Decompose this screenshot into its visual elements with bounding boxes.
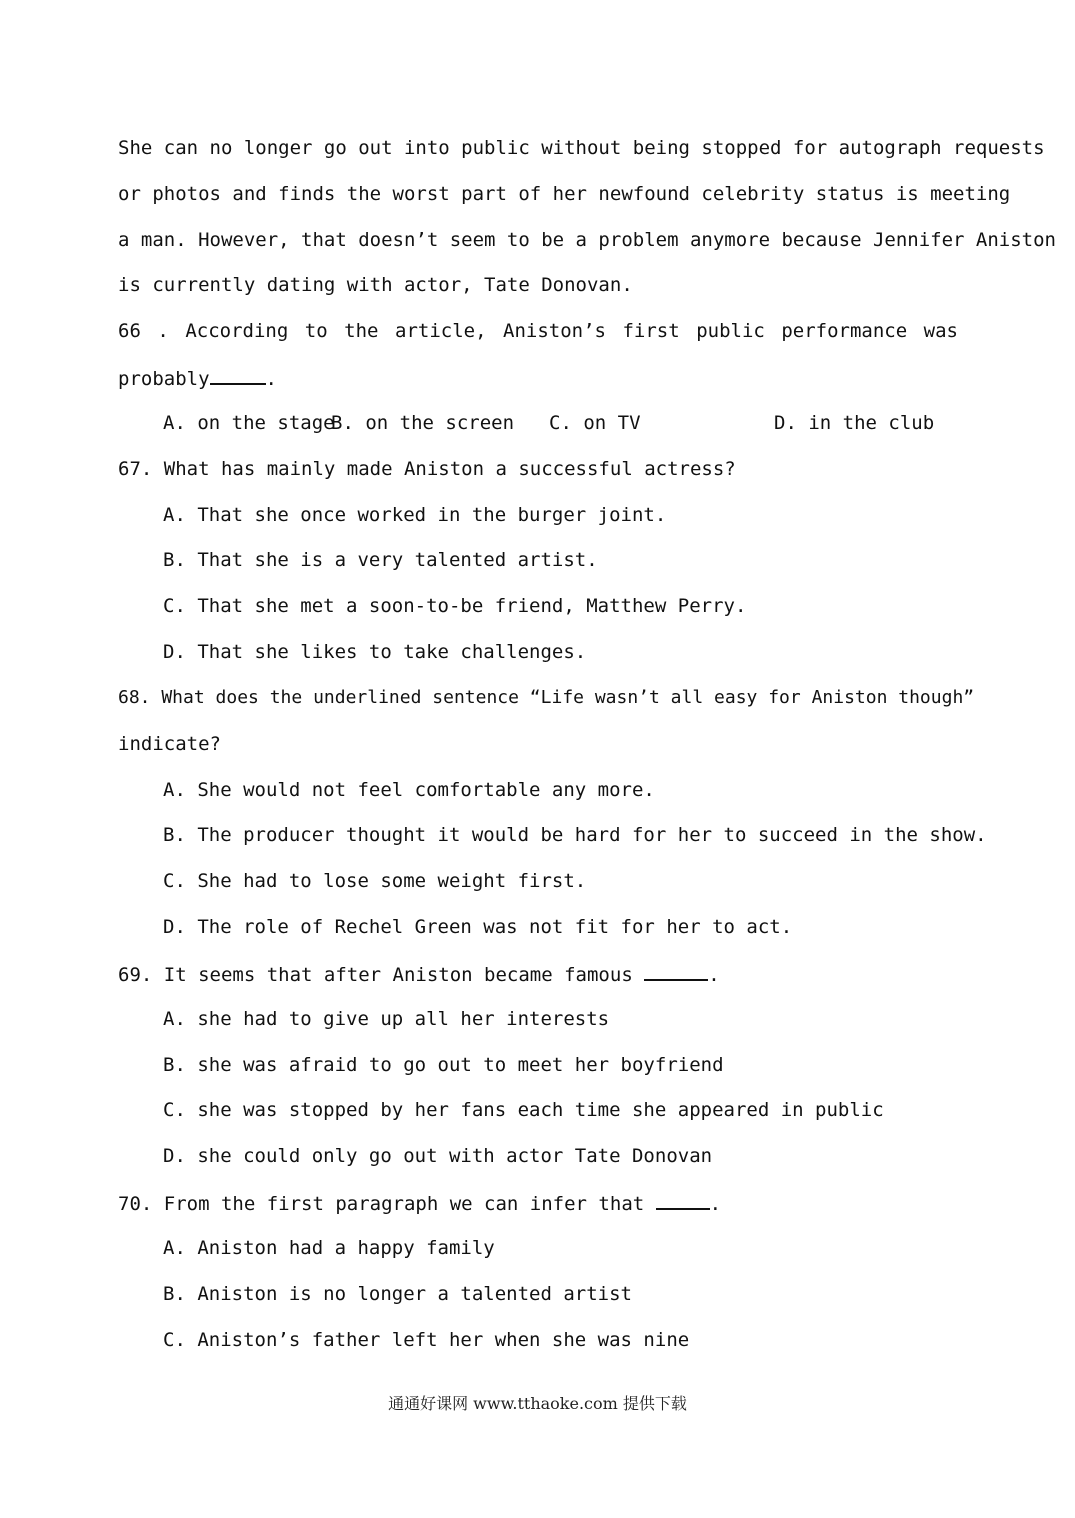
q67-option-a: A. That she once worked in the burger joint. [163,504,667,526]
passage-line: She can no longer go out into public without being stopped for autograph requests [118,137,1045,159]
answer-blank [644,961,708,981]
question-66-stem-cont: probably . [118,365,958,391]
q66-option-d: D. in the club [774,412,935,434]
q66-option-c: C. on TV [549,412,641,434]
question-69-stem: 69. It seems that after Aniston became famous . [118,961,958,987]
q69-option-d: D. she could only go out with actor Tate Donovan [163,1145,713,1167]
page-footer: 通通好课网 www.tthaoke.com 提供下载 [388,1394,687,1413]
q66-option-a: A. on the stage [163,412,335,434]
passage-line: a man. However, that doesn’t seem to be a problem anymore because Jennifer Aniston [118,229,1056,251]
question-68-stem-cont: indicate? [118,733,221,755]
passage-line: is currently dating with actor, Tate Donovan. [118,274,633,296]
passage-line: or photos and finds the worst part of her newfound celebrity status is meeting [118,183,1011,205]
q67-option-b: B. That she is a very talented artist. [163,549,598,571]
q68-option-c: C. She had to lose some weight first. [163,870,587,892]
question-66-stem: 66 . According to the article, Aniston’s first public performance was [118,320,958,342]
q67-option-d: D. That she likes to take challenges. [163,641,587,663]
q70-option-a: A. Aniston had a happy family [163,1237,495,1259]
q70-option-b: B. Aniston is no longer a talented artist [163,1283,632,1305]
question-67-stem: 67. What has mainly made Aniston a successful actress? [118,458,736,480]
q68-option-b: B. The producer thought it would be hard for her to succeed in the show. [163,824,987,846]
q66-option-b: B. on the screen [331,412,515,434]
question-68-stem: 68. What does the underlined sentence “Life wasn’t all easy for Aniston though” [118,687,975,708]
answer-blank [656,1190,710,1210]
q70-option-c: C. Aniston’s father left her when she was nine [163,1329,690,1351]
answer-blank [210,365,266,385]
q68-option-d: D. The role of Rechel Green was not fit for her to act. [163,916,793,938]
q69-option-c: C. she was stopped by her fans each time she appeared in public [163,1099,884,1121]
q68-option-a: A. She would not feel comfortable any more. [163,779,655,801]
question-70-stem: 70. From the first paragraph we can infer that . [118,1190,958,1216]
q67-option-c: C. That she met a soon-to-be friend, Matthew Perry. [163,595,747,617]
q69-option-a: A. she had to give up all her interests [163,1008,610,1030]
q69-option-b: B. she was afraid to go out to meet her boyfriend [163,1054,724,1076]
